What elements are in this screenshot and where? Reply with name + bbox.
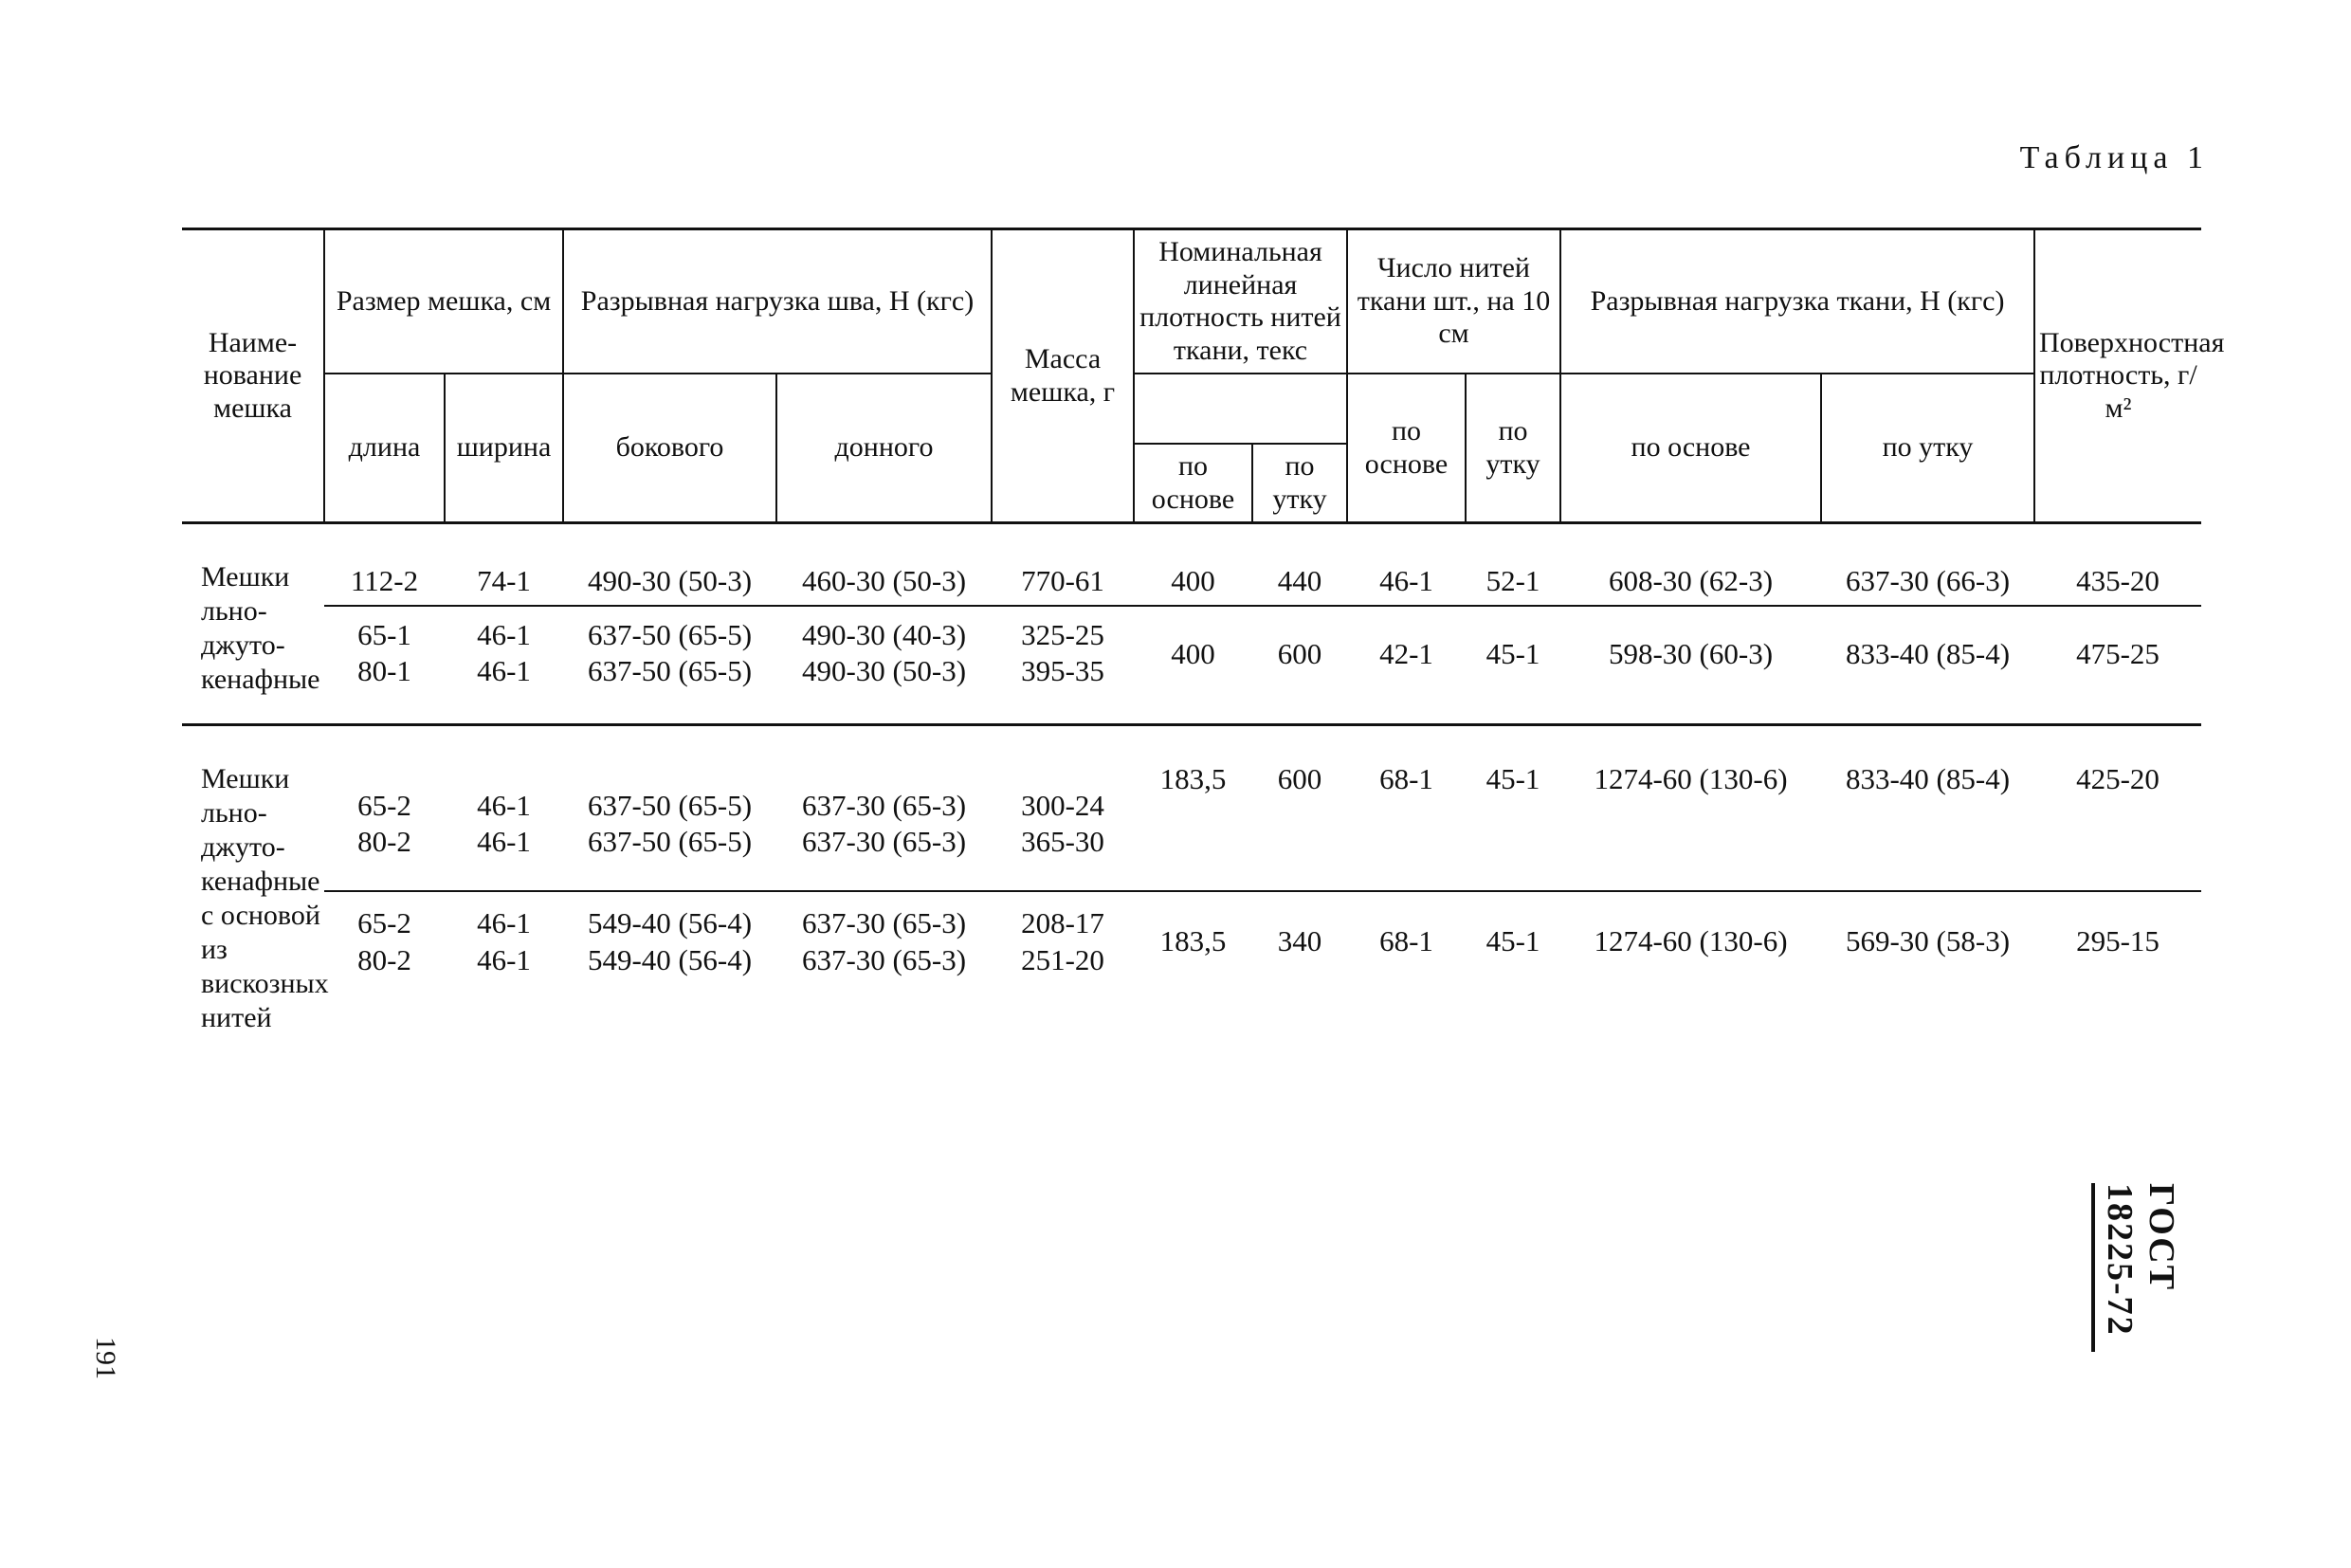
table-row: [182, 556, 2201, 606]
cell-length: 112-2: [324, 556, 445, 606]
header-threads-weft: по утку: [1466, 374, 1560, 523]
table-caption: Таблица 1: [2019, 140, 2209, 175]
cell-fabric-weft: 569-30 (58-3): [1845, 923, 2011, 957]
page-number: 191: [90, 1337, 121, 1379]
header-threads-group: Число нитей ткани шт., на 10 см: [1347, 229, 1560, 374]
cell-seam-bottom: 637-30 (65-3) 637-30 (65-3): [776, 758, 992, 891]
cell-fabric-weft: 637-30 (66-3): [1821, 556, 2034, 606]
table-row: [182, 606, 2201, 701]
row-name: Мешки льно-джуто-кенафные с основой из вискозных нитей: [201, 763, 329, 1033]
cell-surface: 475-25: [2076, 636, 2160, 670]
header-size-length: длина: [324, 374, 445, 523]
cell-fabric-warp: 1274-60 (130-6): [1560, 758, 1821, 891]
cell-surface: 435-20: [2034, 556, 2201, 606]
cell-seam-bottom: 460-30 (50-3): [776, 556, 992, 606]
header-size-group: Размер мешка, см: [324, 229, 563, 374]
header-density-group: Номинальная линейная плотность нитей ткани, текс: [1134, 229, 1347, 374]
cell-threads-weft: 45-1: [1485, 636, 1540, 670]
cell-threads-warp: 68-1: [1379, 923, 1433, 957]
cell-surface: 295-15: [2076, 923, 2160, 957]
cell-seam-side: 490-30 (50-3): [563, 556, 776, 606]
header-surface: Поверхностная плотность, г/м²: [2034, 229, 2201, 523]
header-seam-side: бокового: [563, 374, 776, 523]
cell-fabric-warp: 598-30 (60-3): [1608, 636, 1774, 670]
cell-seam-side: 549-40 (56-4) 549-40 (56-4): [587, 905, 753, 976]
header-size-width: ширина: [445, 374, 563, 523]
cell-width: 46-1 46-1: [477, 905, 531, 976]
cell-fabric-warp: 608-30 (62-3): [1560, 556, 1821, 606]
header-seam-group: Разрывная нагрузка шва, Н (кгс): [563, 229, 992, 374]
cell-density-weft: 600: [1277, 636, 1322, 670]
header-density-spacer: [1134, 374, 1347, 444]
cell-density-warp: 183,5: [1159, 923, 1227, 957]
cell-density-warp: 400: [1171, 636, 1215, 670]
cell-surface: 425-20: [2034, 758, 2201, 891]
cell-seam-bottom: 637-30 (65-3) 637-30 (65-3): [801, 905, 967, 976]
cell-density-weft: 600: [1252, 758, 1347, 891]
header-name: Наиме-нование мешка: [182, 229, 324, 523]
cell-threads-warp: 42-1: [1379, 636, 1433, 670]
header-density-weft: по утку: [1252, 444, 1347, 523]
header-fabric-warp: по основе: [1560, 374, 1821, 523]
header-seam-bottom: донного: [776, 374, 992, 523]
cell-density-warp: 183,5: [1134, 758, 1252, 891]
cell-mass: 325-25 395-35: [1021, 617, 1104, 688]
cell-width: 46-1 46-1: [477, 617, 531, 688]
cell-mass: 300-24 365-30: [992, 758, 1134, 891]
cell-threads-warp: 68-1: [1347, 758, 1466, 891]
table-row: [182, 758, 2201, 891]
cell-density-weft: 340: [1277, 923, 1322, 957]
header-density-warp: по основе: [1134, 444, 1252, 523]
cell-threads-weft: 45-1: [1485, 923, 1540, 957]
cell-fabric-weft: 833-40 (85-4): [1845, 636, 2011, 670]
specification-table: [182, 228, 2225, 1039]
cell-seam-side: 637-50 (65-5) 637-50 (65-5): [587, 617, 753, 688]
cell-seam-side: 637-50 (65-5) 637-50 (65-5): [563, 758, 776, 891]
cell-length: 65-2 80-2: [324, 758, 445, 891]
cell-threads-weft: 52-1: [1466, 556, 1560, 606]
header-mass: Масса мешка, г: [992, 229, 1134, 523]
row-name: Мешки льно-джуто-кенафные: [201, 561, 320, 695]
table-row: [182, 891, 2201, 1039]
cell-fabric-warp: 1274-60 (130-6): [1594, 923, 1788, 957]
standard-label: ГОСТ 18225-72: [2091, 1183, 2182, 1352]
cell-length: 65-2 80-2: [357, 905, 411, 976]
header-fabric-weft: по утку: [1821, 374, 2034, 523]
cell-seam-bottom: 490-30 (40-3) 490-30 (50-3): [801, 617, 967, 688]
cell-width: 46-1 46-1: [445, 758, 563, 891]
cell-density-weft: 440: [1252, 556, 1347, 606]
cell-length: 65-1 80-1: [357, 617, 411, 688]
cell-threads-warp: 46-1: [1347, 556, 1466, 606]
cell-density-warp: 400: [1134, 556, 1252, 606]
cell-mass: 770-61: [992, 556, 1134, 606]
cell-threads-weft: 45-1: [1466, 758, 1560, 891]
cell-fabric-weft: 833-40 (85-4): [1821, 758, 2034, 891]
cell-mass: 208-17 251-20: [1021, 905, 1104, 976]
cell-width: 74-1: [445, 556, 563, 606]
header-fabric-group: Разрывная нагрузка ткани, Н (кгс): [1560, 229, 2034, 374]
header-threads-warp: по основе: [1347, 374, 1466, 523]
